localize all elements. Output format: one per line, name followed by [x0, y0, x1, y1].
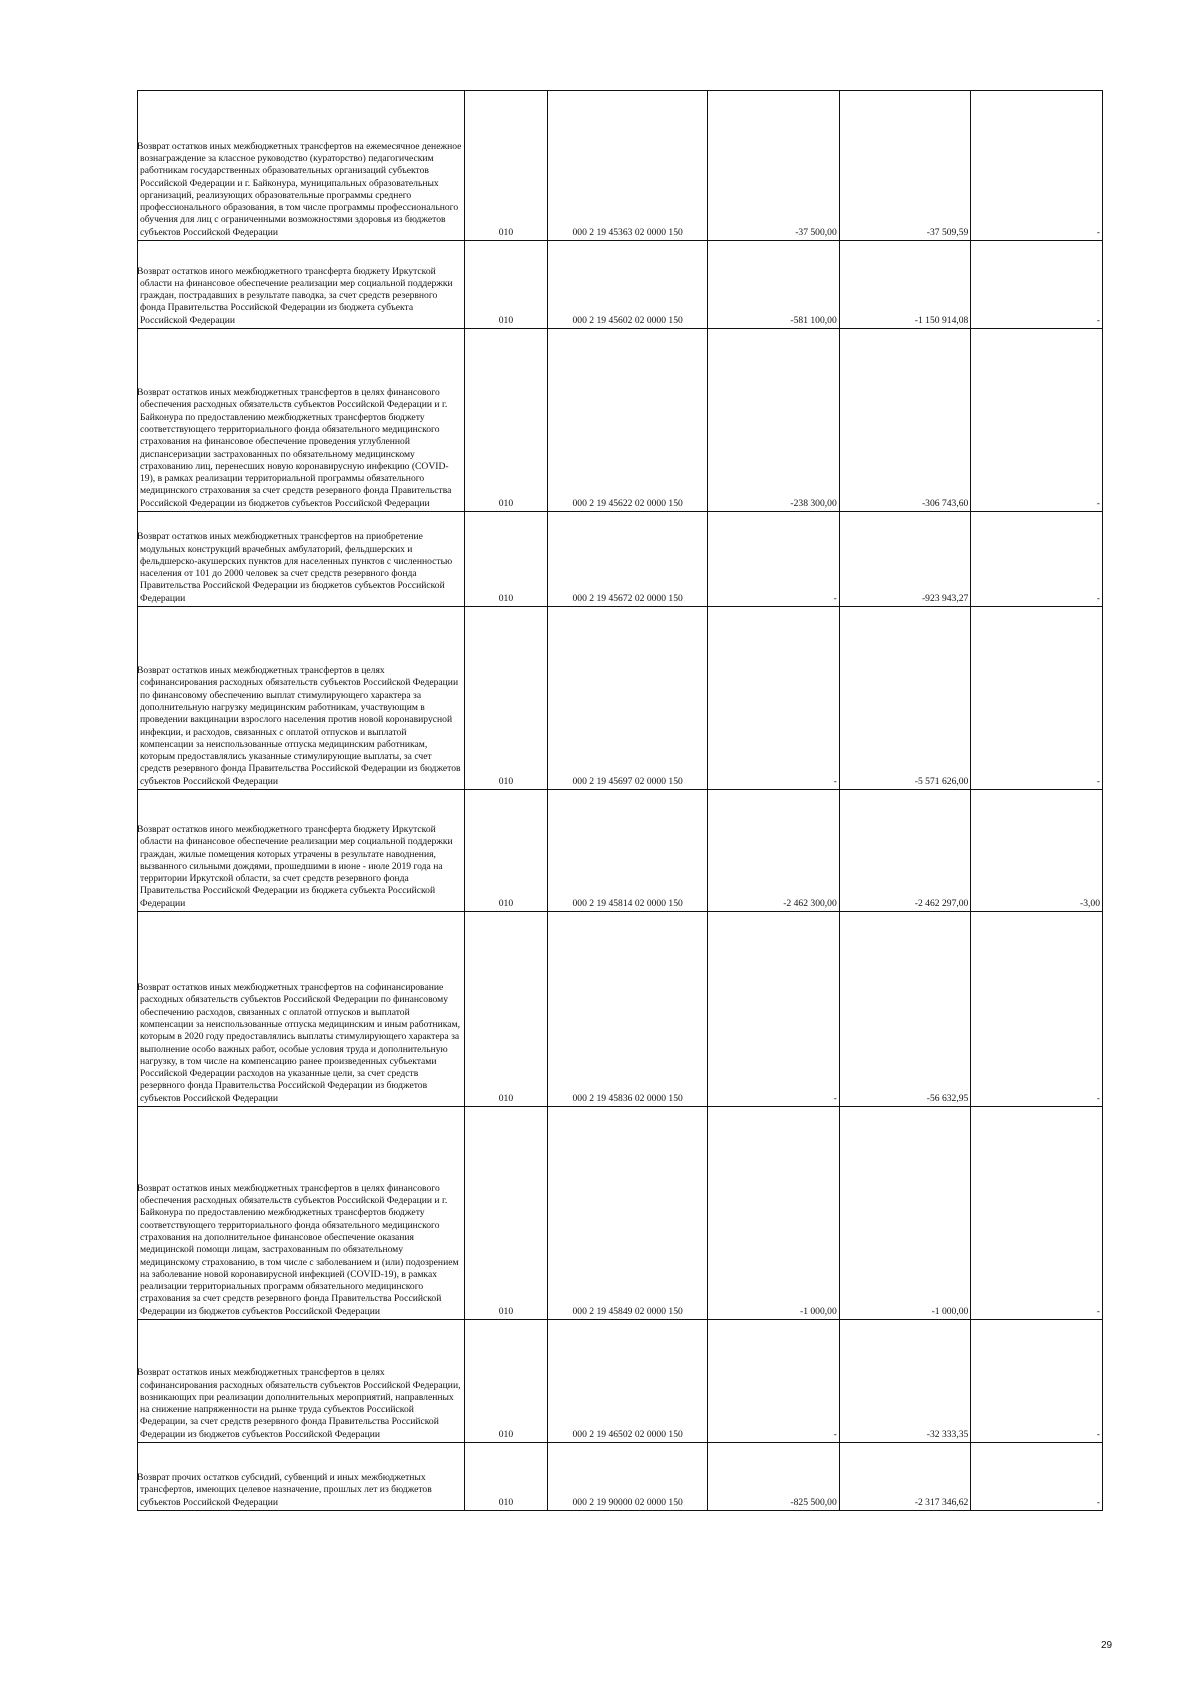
row-budget-code: 000 2 19 45602 02 0000 150 [548, 241, 708, 329]
row-executed: -306 743,60 [839, 329, 971, 512]
row-line-code: 010 [464, 329, 547, 512]
row-approved: -238 300,00 [708, 329, 840, 512]
table-row [138, 1107, 1103, 1320]
row-unexecuted: - [971, 329, 1103, 512]
row-description: Возврат остатков иных межбюджетных трансфертов на ежемесячное денежное вознаграждение за классное руководство (кураторство) педагогическим работникам государственных образовательных организаций субъектов Российской Федерации и г. Байконура, муниципальных образовательных организаций, реализующих образовательные программы среднего профессионального образования, в том числе программы профессионального обучения для лиц с ограниченными возможностями здоровья из бюджетов субъектов Российской Федерации [138, 91, 465, 241]
row-description: Возврат остатков иных межбюджетных трансфертов на софинансирование расходных обязательств субъектов Российской Федерации по финансовому обеспечению расходов, связанных с оплатой отпусков и выплатой компенсации за неиспользованные отпуска медицинским и иным работникам, которым в 2020 году предоставлялись выплаты стимулирующего характера за выполнение особо важных работ, особые условия труда и дополнительную нагрузку, в том числе на компенсацию ранее произведенных субъектами Российской Федерации расходов на указанные цели, за счет средств резервного фонда Правительства Российской Федерации из бюджетов субъектов Российской Федерации [138, 912, 465, 1107]
row-unexecuted: - [971, 91, 1103, 241]
budget-execution-table [137, 90, 1103, 1511]
row-unexecuted: - [971, 1107, 1103, 1320]
row-approved: -37 500,00 [708, 91, 840, 241]
row-description: Возврат остатков иных межбюджетных трансфертов в целях финансового обеспечения расходных обязательств субъектов Российской Федерации и г. Байконура по предоставлению межбюджетных трансфертов бюджету соответствующего территориального фонда обязательного медицинского страхования на дополнительное финансовое обеспечение оказания медицинской помощи лицам, застрахованным по обязательному медицинскому страхованию, в том числе с заболеванием и (или) подозрением на заболевание новой коронавирусной инфекцией (COVID-19), в рамках реализации территориальных программ обязательного медицинского страхования за счет средств резервного фонда Правительства Российской Федерации из бюджетов субъектов Российской Федерации [138, 1107, 465, 1320]
row-executed: -56 632,95 [839, 912, 971, 1107]
table-body [138, 91, 1103, 1511]
row-budget-code: 000 2 19 45363 02 0000 150 [548, 91, 708, 241]
row-approved: - [708, 1320, 840, 1443]
row-line-code: 010 [464, 241, 547, 329]
row-line-code: 010 [464, 91, 547, 241]
row-executed: -37 509,59 [839, 91, 971, 241]
row-executed: -5 571 626,00 [839, 607, 971, 790]
table-row [138, 512, 1103, 607]
row-budget-code: 000 2 19 45622 02 0000 150 [548, 329, 708, 512]
row-unexecuted: - [971, 912, 1103, 1107]
row-description: Возврат остатков иного межбюджетного трансферта бюджету Иркутской области на финансовое обеспечение реализации мер социальной поддержки граждан, жилые помещения которых утрачены в результате наводнения, вызванного сильными дождями, прошедшими в июне - июле 2019 года на территории Иркутской области, за счет средств резервного фонда Правительства Российской Федерации из бюджета субъекта Российской Федерации [138, 790, 465, 912]
row-executed: -2 462 297,00 [839, 790, 971, 912]
page-number: 29 [1101, 1640, 1113, 1651]
row-description: Возврат остатков иного межбюджетного трансферта бюджету Иркутской области на финансовое обеспечение реализации мер социальной поддержки граждан, пострадавших в результате паводка, за счет средств резервного фонда Правительства Российской Федерации из бюджета субъекта Российской Федерации [138, 241, 465, 329]
row-budget-code: 000 2 19 46502 02 0000 150 [548, 1320, 708, 1443]
row-approved: -1 000,00 [708, 1107, 840, 1320]
row-executed: -1 150 914,08 [839, 241, 971, 329]
row-budget-code: 000 2 19 45849 02 0000 150 [548, 1107, 708, 1320]
table-row [138, 91, 1103, 241]
table-row [138, 790, 1103, 912]
table-row [138, 329, 1103, 512]
row-unexecuted: - [971, 1443, 1103, 1511]
row-approved: - [708, 912, 840, 1107]
row-approved: - [708, 512, 840, 607]
row-description: Возврат остатков иных межбюджетных трансфертов в целях софинансирования расходных обязательств субъектов Российской Федерации, возникающих при реализации дополнительных мероприятий, направленных на снижение напряженности на рынке труда субъектов Российской Федерации, за счет средств резервного фонда Правительства Российской Федерации из бюджетов субъектов Российской Федерации [138, 1320, 465, 1443]
row-executed: -32 333,35 [839, 1320, 971, 1443]
row-approved: -581 100,00 [708, 241, 840, 329]
row-unexecuted: - [971, 607, 1103, 790]
row-executed: -1 000,00 [839, 1107, 971, 1320]
row-unexecuted: - [971, 512, 1103, 607]
table-row [138, 1443, 1103, 1511]
row-unexecuted: - [971, 241, 1103, 329]
row-budget-code: 000 2 19 45697 02 0000 150 [548, 607, 708, 790]
row-budget-code: 000 2 19 45814 02 0000 150 [548, 790, 708, 912]
row-unexecuted: - [971, 1320, 1103, 1443]
row-line-code: 010 [464, 1443, 547, 1511]
row-line-code: 010 [464, 607, 547, 790]
table-row [138, 912, 1103, 1107]
table-row [138, 1320, 1103, 1443]
row-line-code: 010 [464, 1107, 547, 1320]
row-line-code: 010 [464, 790, 547, 912]
row-budget-code: 000 2 19 90000 02 0000 150 [548, 1443, 708, 1511]
row-executed: -2 317 346,62 [839, 1443, 971, 1511]
row-budget-code: 000 2 19 45672 02 0000 150 [548, 512, 708, 607]
row-line-code: 010 [464, 912, 547, 1107]
row-budget-code: 000 2 19 45836 02 0000 150 [548, 912, 708, 1107]
row-unexecuted: -3,00 [971, 790, 1103, 912]
row-executed: -923 943,27 [839, 512, 971, 607]
row-line-code: 010 [464, 512, 547, 607]
row-approved: -2 462 300,00 [708, 790, 840, 912]
row-approved: -825 500,00 [708, 1443, 840, 1511]
row-line-code: 010 [464, 1320, 547, 1443]
row-description: Возврат остатков иных межбюджетных трансфертов в целях финансового обеспечения расходных обязательств субъектов Российской Федерации и г. Байконура по предоставлению межбюджетных трансфертов бюджету соответствующего территориального фонда обязательного медицинского страхования на финансовое обеспечение проведения углубленной диспансеризации застрахованных по обязательному медицинскому страхованию лиц, перенесших новую коронавирусную инфекцию (COVID-19), в рамках реализации территориальной программы обязательного медицинского страхования за счет средств резервного фонда Правительства Российской Федерации из бюджетов субъектов Российской Федерации [138, 329, 465, 512]
row-approved: - [708, 607, 840, 790]
row-description: Возврат прочих остатков субсидий, субвенций и иных межбюджетных трансфертов, имеющих целевое назначение, прошлых лет из бюджетов субъектов Российской Федерации [138, 1443, 465, 1511]
row-description: Возврат остатков иных межбюджетных трансфертов на приобретение модульных конструкций врачебных амбулаторий, фельдшерских и фельдшерско-акушерских пунктов для населенных пунктов с численностью населения от 101 до 2000 человек за счет средств резервного фонда Правительства Российской Федерации из бюджетов субъектов Российской Федерации [138, 512, 465, 607]
table-row [138, 607, 1103, 790]
row-description: Возврат остатков иных межбюджетных трансфертов в целях софинансирования расходных обязательств субъектов Российской Федерации по финансовому обеспечению выплат стимулирующего характера за дополнительную нагрузку медицинским работникам, участвующим в проведении вакцинации взрослого населения против новой коронавирусной инфекции, и расходов, связанных с оплатой отпусков и выплатой компенсации за неиспользованные отпуска медицинским работникам, которым предоставлялись указанные стимулирующие выплаты, за счет средств резервного фонда Правительства Российской Федерации из бюджетов субъектов Российской Федерации [138, 607, 465, 790]
table-row [138, 241, 1103, 329]
